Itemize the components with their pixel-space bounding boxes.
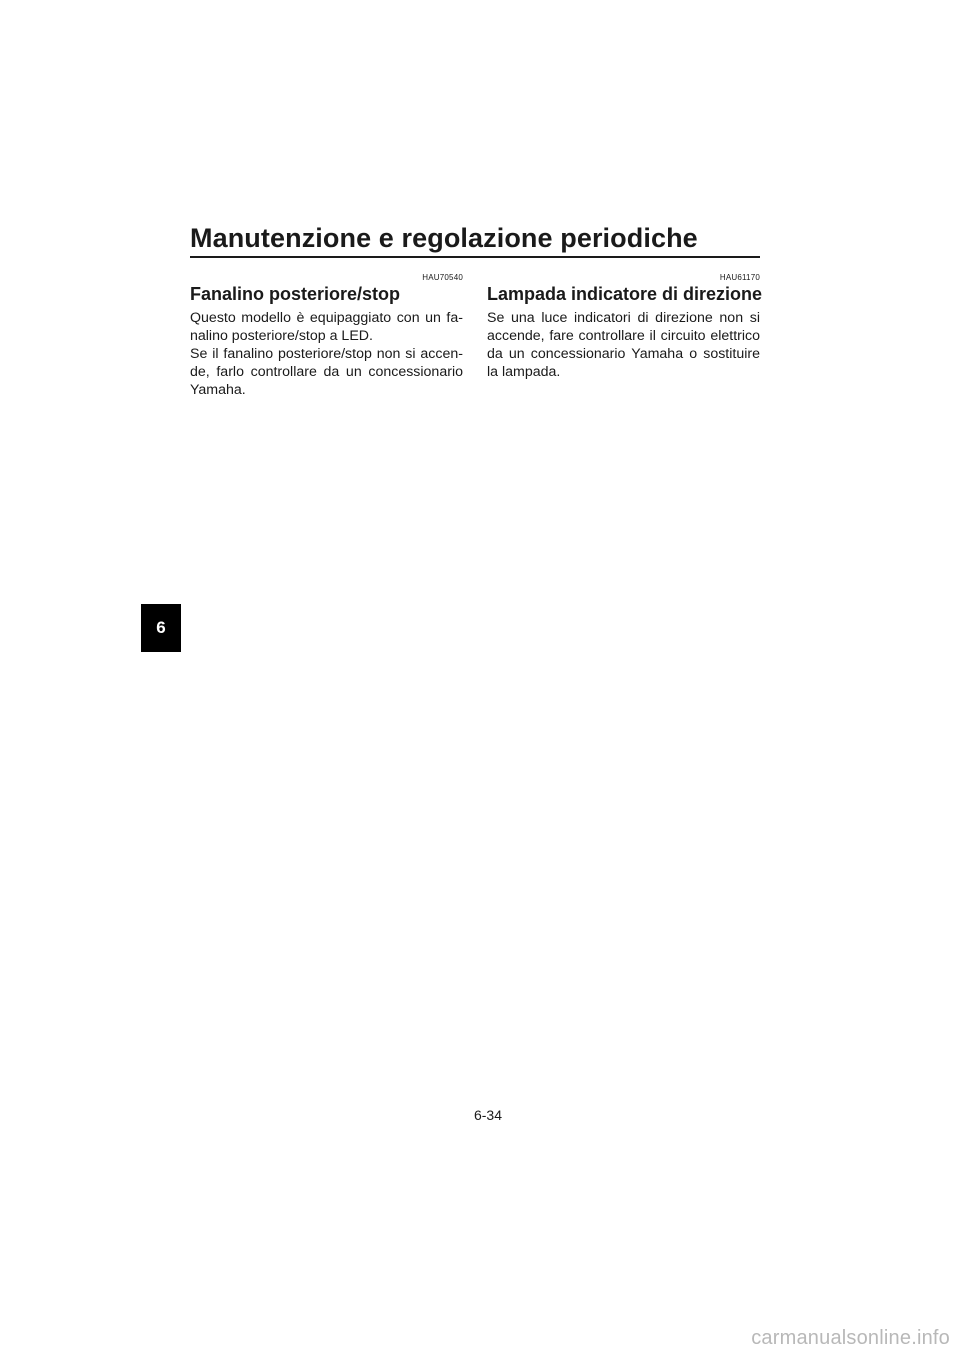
body-line: de, farlo controllare da un concessionario xyxy=(190,364,463,380)
chapter-tab: 6 xyxy=(141,604,181,652)
section-body xyxy=(487,309,760,381)
section-body xyxy=(190,309,463,399)
body-line: Se il fanalino posteriore/stop non si accen- xyxy=(190,346,463,362)
body-line: da un concessionario Yamaha o sostituire xyxy=(487,346,760,362)
body-line: accende, fare controllare il circuito elettrico xyxy=(487,328,760,344)
body-line: la lampada. xyxy=(487,364,561,380)
body-line: Se una luce indicatori di direzione non si xyxy=(487,310,760,326)
section-code: HAU61170 xyxy=(719,273,760,282)
watermark: carmanualsonline.info xyxy=(751,1327,950,1349)
body-line: nalino posteriore/stop a LED. xyxy=(190,328,373,344)
page-header xyxy=(190,222,760,258)
section-title: Fanalino posteriore/stop xyxy=(190,284,401,304)
section-code: HAU70540 xyxy=(422,273,463,282)
section-tail-light xyxy=(190,273,463,399)
body-line: Yamaha. xyxy=(190,382,246,398)
page-number: 6-34 xyxy=(473,1107,503,1123)
section-title: Lampada indicatore di direzione xyxy=(487,284,763,304)
page-title: Manutenzione e regolazione periodiche xyxy=(190,223,698,253)
section-turn-signal xyxy=(487,273,763,381)
body-line: Questo modello è equipaggiato con un fa- xyxy=(190,310,463,326)
